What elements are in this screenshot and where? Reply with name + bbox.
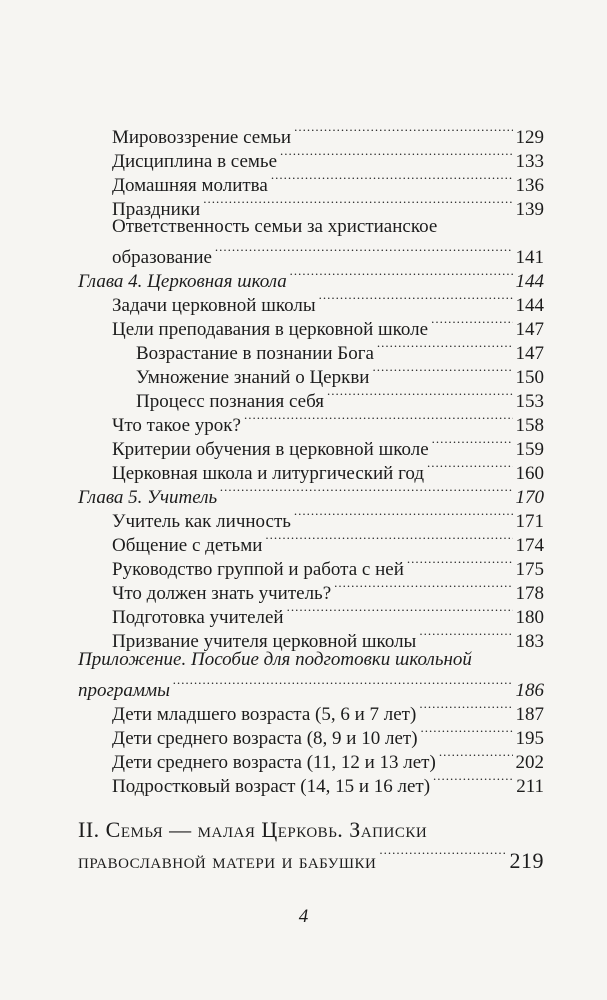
toc-entry-title: Призвание учителя церковной школы — [112, 631, 417, 652]
dot-leader — [439, 744, 513, 768]
toc-entry-page: 147 — [515, 343, 544, 364]
dot-leader — [433, 768, 513, 792]
toc-entry-title-line1: Приложение. Пособие для подготовки школьной — [78, 649, 472, 670]
toc-entry-page: 178 — [515, 583, 544, 604]
toc-entry-page: 219 — [509, 848, 544, 873]
toc-entry-page: 187 — [515, 704, 544, 725]
toc-entry-page: 195 — [515, 728, 544, 749]
toc-entry-page: 129 — [515, 127, 544, 148]
toc-entry-title: II. Семья — малая Церковь. Записки — [78, 817, 428, 842]
dot-leader — [319, 287, 513, 311]
page-number: 4 — [298, 906, 309, 927]
toc-entry-page: 144 — [515, 271, 544, 292]
toc-entry — [112, 768, 544, 799]
dot-leader — [419, 696, 512, 720]
dot-leader — [265, 527, 512, 551]
dot-leader — [334, 575, 512, 599]
toc-entry-title: Задачи церковной школы — [112, 295, 316, 316]
toc-entry-page: 183 — [515, 631, 544, 652]
dot-leader — [407, 551, 513, 575]
toc-entry-title: Руководство группой и работа с ней — [112, 559, 404, 580]
toc-entry-title: Дисциплина в семье — [112, 151, 278, 172]
toc-entry-page: 158 — [515, 415, 544, 436]
dot-leader — [421, 720, 513, 744]
dot-leader — [372, 359, 512, 383]
toc-entry-title: Что должен знать учитель? — [112, 583, 332, 604]
toc-entry-title: Дети младшего возраста (5, 6 и 7 лет) — [112, 704, 417, 725]
toc-entry-title: Праздники — [112, 199, 201, 220]
dot-leader — [215, 239, 513, 263]
toc-entry-title: Домашняя молитва — [112, 175, 268, 196]
dot-leader — [431, 311, 512, 335]
toc-entry-title: Мировоззрение семьи — [112, 127, 292, 148]
toc-entry-title: Процесс познания себя — [136, 391, 325, 412]
dot-leader — [290, 263, 513, 287]
dot-leader — [244, 407, 513, 431]
toc-entry-title: Глава 4. Церковная школа — [78, 271, 287, 292]
toc-entry-page: 141 — [515, 247, 544, 268]
toc-entry-page: 160 — [515, 463, 544, 484]
toc-entry-page: 202 — [515, 752, 544, 773]
toc-entry-page: 170 — [515, 487, 544, 508]
dot-leader — [419, 623, 512, 647]
dot-leader — [379, 844, 506, 868]
toc-entry-page: 147 — [515, 319, 544, 340]
dot-leader — [294, 503, 513, 527]
dot-leader — [427, 455, 512, 479]
toc-entry-page: 153 — [515, 391, 544, 412]
dot-leader — [432, 431, 513, 455]
toc-entry-title: образование — [112, 247, 212, 268]
toc-entry-title: Учитель как личность — [112, 511, 291, 532]
toc-entry-title: Дети среднего возраста (8, 9 и 10 лет) — [112, 728, 418, 749]
toc-entry-title: Подростковый возраст (14, 15 и 16 лет) — [112, 776, 431, 797]
toc-entry-page: 211 — [516, 776, 544, 797]
toc-entry-title: Общение с детьми — [112, 535, 263, 556]
toc-part-entry — [78, 844, 544, 875]
toc-entry-title: Цели преподавания в церковной школе — [112, 319, 429, 340]
dot-leader — [220, 479, 512, 503]
toc-entry-page: 133 — [515, 151, 544, 172]
toc-entry-title: Подготовка учителей — [112, 607, 284, 628]
dot-leader — [327, 383, 512, 407]
toc-entry-page: 139 — [515, 199, 544, 220]
toc-entry-title: православной матери и бабушки — [78, 848, 377, 873]
dot-leader — [173, 672, 512, 696]
toc-entry-page: 175 — [515, 559, 544, 580]
toc-entry-title: Церковная школа и литургический год — [112, 463, 425, 484]
dot-leader — [377, 335, 513, 359]
toc-entry-title: Глава 5. Учитель — [78, 487, 218, 508]
toc-entry-title-line1: Ответственность семьи за христианское — [112, 216, 438, 237]
toc-entry-page: 136 — [515, 175, 544, 196]
toc-entry-page: 174 — [515, 535, 544, 556]
toc-entry-page: 186 — [515, 680, 544, 701]
toc-entry-page: 144 — [515, 295, 544, 316]
toc-entry-title: Критерии обучения в церковной школе — [112, 439, 429, 460]
toc-entry-page: 159 — [515, 439, 544, 460]
dot-leader — [271, 167, 513, 191]
toc-entry-page: 150 — [515, 367, 544, 388]
dot-leader — [280, 143, 512, 167]
toc-entry-page: 180 — [515, 607, 544, 628]
toc-entry-title: Что такое урок? — [112, 415, 241, 436]
toc-entry-title: Умножение знаний о Церкви — [136, 367, 370, 388]
dot-leader — [203, 191, 512, 215]
dot-leader — [294, 119, 512, 143]
toc-entry-title: Дети среднего возраста (11, 12 и 13 лет) — [112, 752, 436, 773]
dot-leader — [287, 599, 513, 623]
toc-entry-title: программы — [78, 680, 171, 701]
toc-part-title-line1 — [78, 816, 427, 844]
toc-entry-title: Возрастание в познании Бога — [136, 343, 374, 364]
toc-entry-page: 171 — [515, 511, 544, 532]
